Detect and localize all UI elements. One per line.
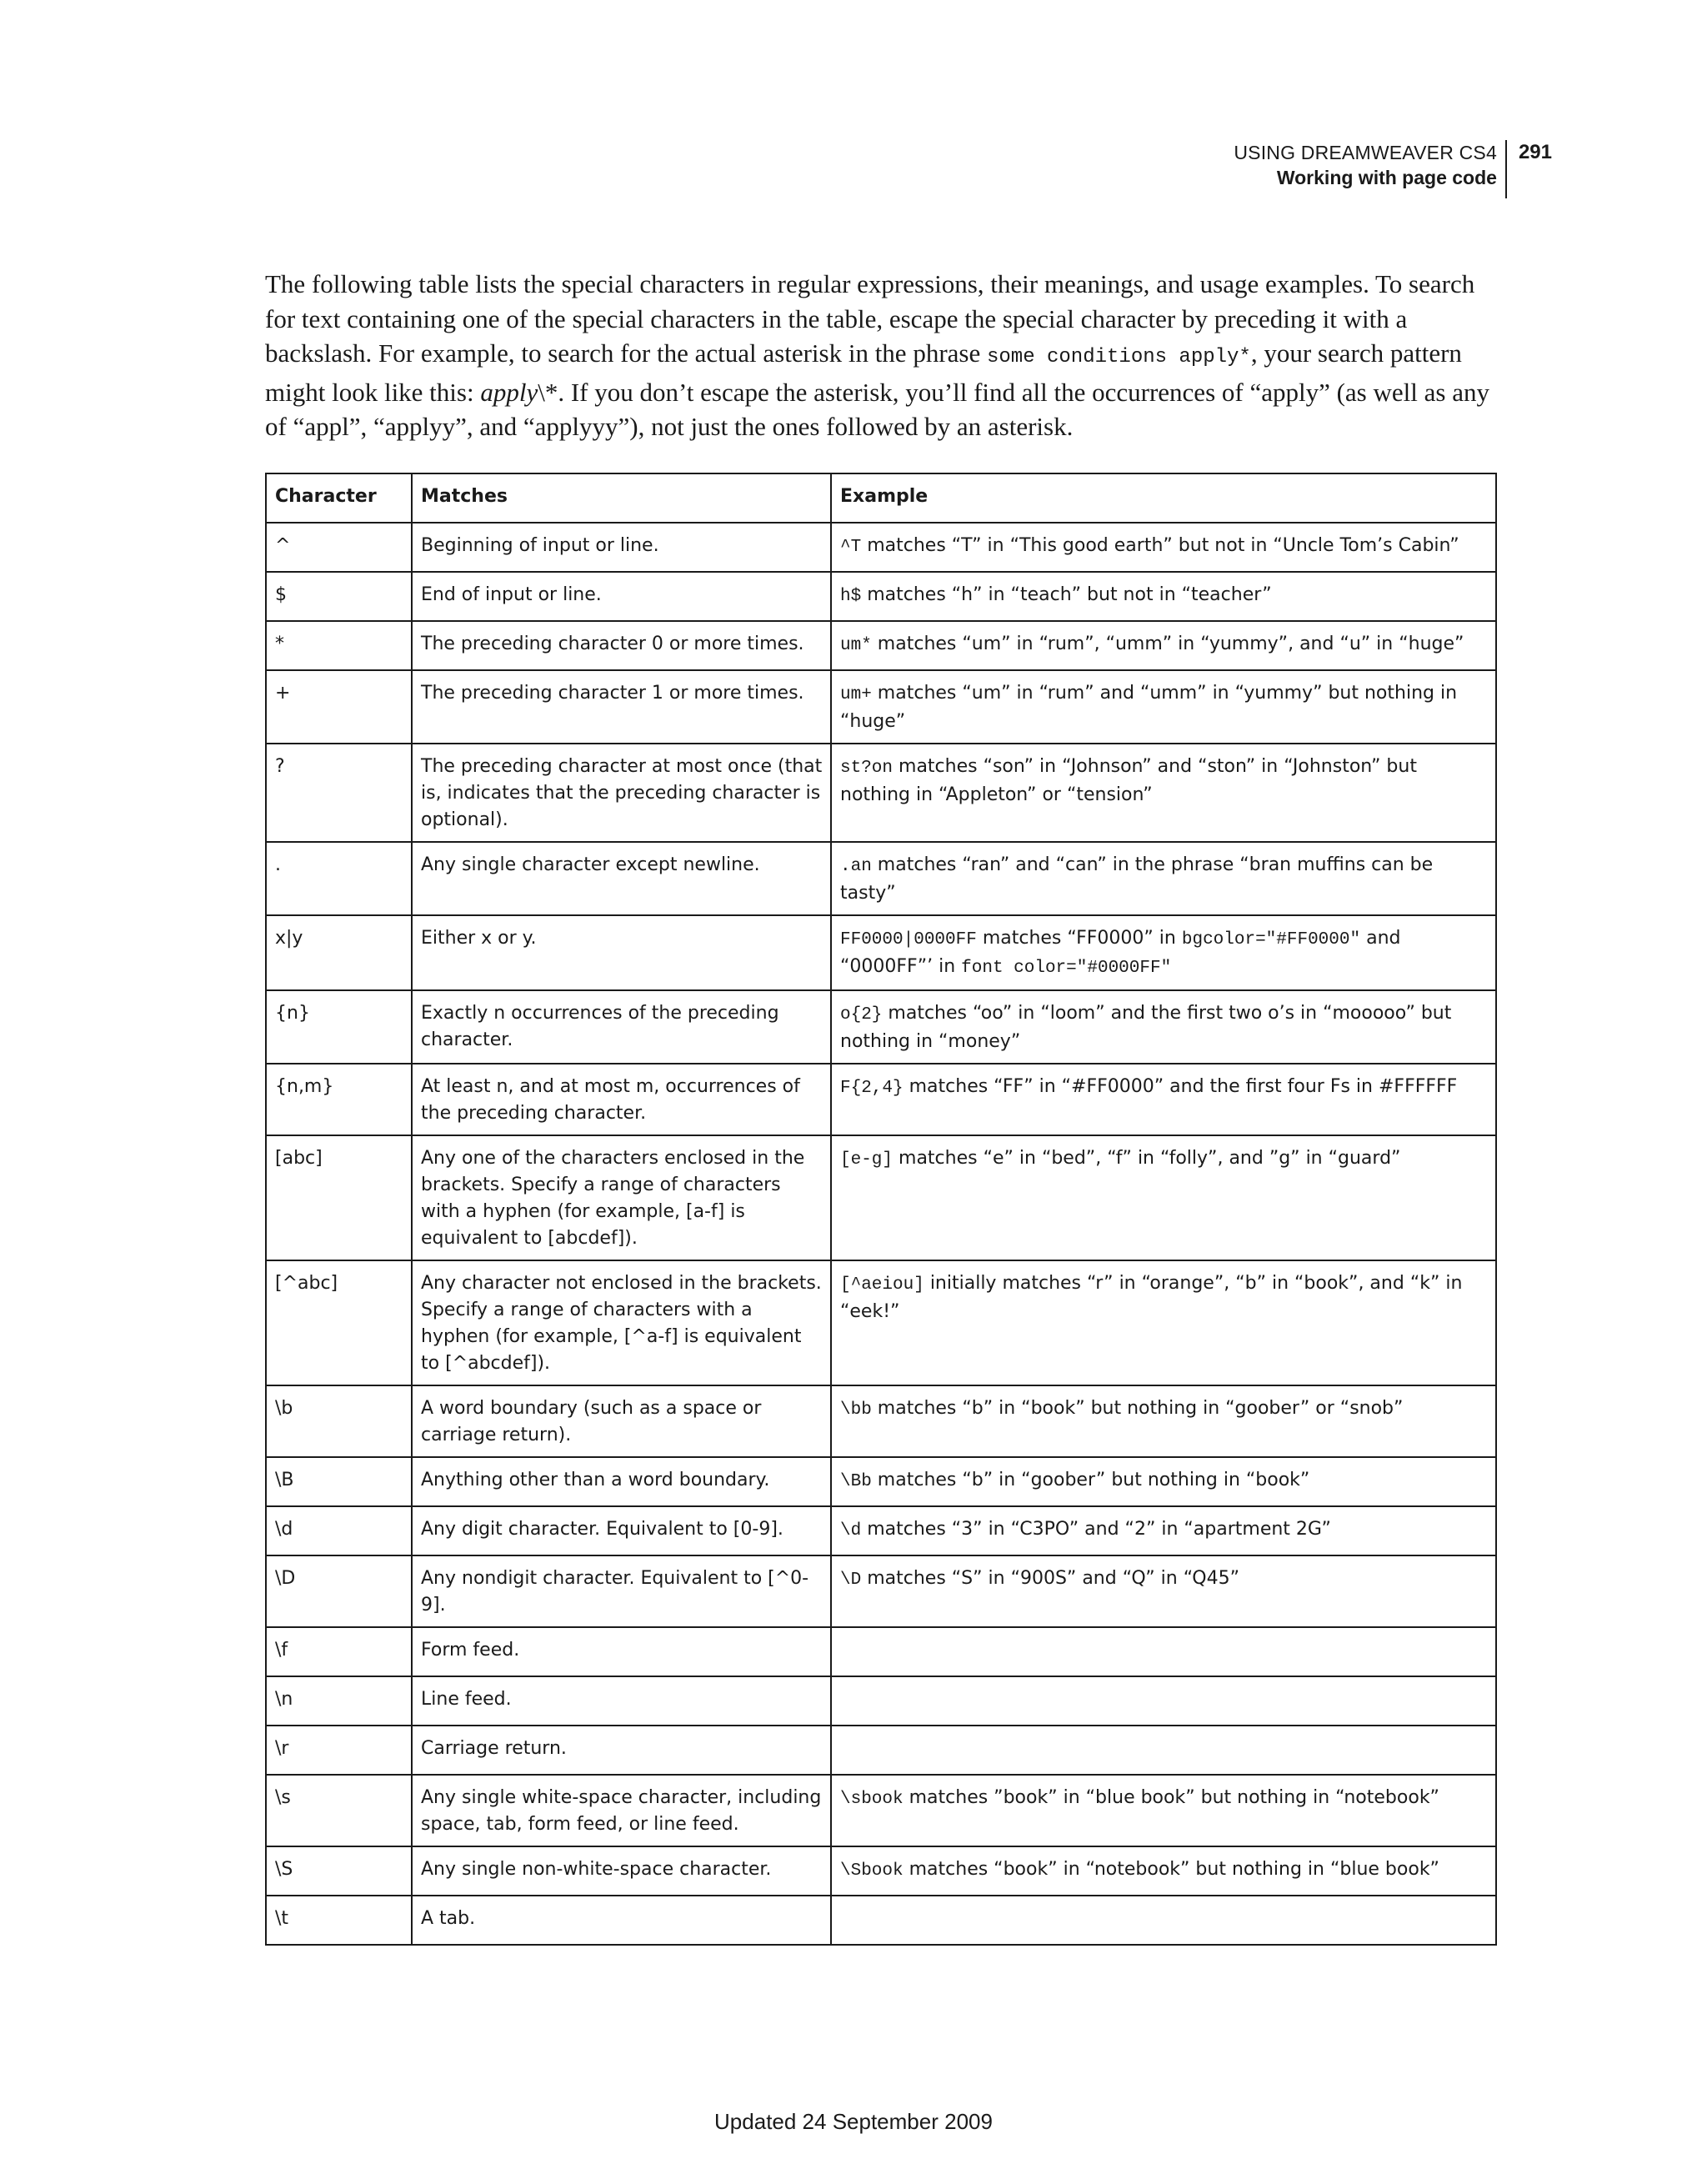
- matches-cell: Any one of the characters enclosed in the brackets. Specify a range of characters with a hyphen (for example, [a-f] is equivalent to [abcdef]).: [412, 1135, 831, 1260]
- example-code: st?on: [840, 759, 894, 778]
- matches-cell: Carriage return.: [412, 1726, 831, 1775]
- character-cell: \r: [266, 1726, 412, 1775]
- character-cell: x|y: [266, 915, 412, 990]
- example-cell: [831, 670, 1496, 744]
- matches-cell: Either x or y.: [412, 915, 831, 990]
- example-cell: [831, 1555, 1496, 1627]
- table-row: [266, 1135, 1496, 1260]
- example-text: matches “h” in “teach” but not in “teacher”: [861, 584, 1272, 605]
- example-cell: [831, 1064, 1496, 1135]
- example-text: matches “oo” in “loom” and the first two o’s in “mooooo” but nothing in “money”: [840, 1003, 1452, 1052]
- example-code: h$: [840, 587, 862, 606]
- intro-code-phrase: some conditions apply*: [986, 346, 1251, 368]
- example-cell: [831, 842, 1496, 915]
- example-code: .an: [840, 857, 872, 876]
- table-row: [266, 842, 1496, 915]
- column-header-character: Character: [266, 473, 412, 523]
- matches-cell: The preceding character 1 or more times.: [412, 670, 831, 744]
- character-cell: \b: [266, 1385, 412, 1457]
- character-cell: .: [266, 842, 412, 915]
- example-text: matches “3” in “C3PO” and “2” in “apartment 2G”: [861, 1519, 1331, 1540]
- example-code: \sbook: [840, 1790, 904, 1809]
- example-cell: [831, 1506, 1496, 1555]
- example-code: um+: [840, 685, 872, 704]
- example-code: \d: [840, 1521, 862, 1540]
- table-row: [266, 1627, 1496, 1676]
- example-text: matches “b” in “goober” but nothing in “book”: [871, 1470, 1310, 1490]
- table-row: [266, 1846, 1496, 1896]
- matches-cell: Line feed.: [412, 1676, 831, 1726]
- intro-pattern-rest: \*: [538, 377, 558, 407]
- example-cell: [831, 990, 1496, 1064]
- character-cell: \d: [266, 1506, 412, 1555]
- table-row: [266, 990, 1496, 1064]
- table-row: [266, 1676, 1496, 1726]
- example-cell: [831, 1726, 1496, 1775]
- example-code: \D: [840, 1570, 862, 1590]
- example-cell: [831, 621, 1496, 670]
- example-code: F{2,4}: [840, 1079, 904, 1098]
- running-header: [1234, 140, 1552, 198]
- example-cell: [831, 1896, 1496, 1945]
- example-cell: [831, 1385, 1496, 1457]
- character-cell: \B: [266, 1457, 412, 1506]
- table-row: [266, 1457, 1496, 1506]
- example-cell: [831, 1457, 1496, 1506]
- intro-pattern-italic: apply: [480, 377, 538, 407]
- character-cell: *: [266, 621, 412, 670]
- table-row: [266, 1064, 1496, 1135]
- example-cell: [831, 1676, 1496, 1726]
- example-text: initially matches “r” in “orange”, “b” in “book”, and “k” in “eek!”: [840, 1273, 1463, 1322]
- example-cell: [831, 915, 1496, 990]
- example-code: \bb: [840, 1400, 872, 1420]
- example-code: font color="#0000FF": [961, 959, 1172, 978]
- example-code: FF0000|0000FF: [840, 930, 977, 949]
- running-header-text: [1234, 140, 1507, 198]
- example-cell: [831, 1627, 1496, 1676]
- page-number: 291: [1518, 141, 1552, 163]
- character-cell: \n: [266, 1676, 412, 1726]
- example-text: matches “b” in “book” but nothing in “goober” or “snob”: [871, 1398, 1404, 1419]
- character-cell: ?: [266, 744, 412, 842]
- example-cell: [831, 1260, 1496, 1385]
- example-cell: [831, 1135, 1496, 1260]
- table-row: [266, 744, 1496, 842]
- intro-paragraph: [265, 267, 1499, 444]
- matches-cell: Any single non-white-space character.: [412, 1846, 831, 1896]
- table-row: [266, 1896, 1496, 1945]
- intro-text-2: , your search pattern might look like this:: [265, 338, 1462, 407]
- example-text: matches “S” in “900S” and “Q” in “Q45”: [861, 1568, 1240, 1589]
- example-cell: [831, 572, 1496, 621]
- example-code: ^T: [840, 538, 862, 557]
- intro-text-3: . If you don’t escape the asterisk, you’ll find all the occurrences of “apply” (as well as any of “appl”, “applyy”, and “applyyy”), not just the ones followed by an asterisk.: [265, 377, 1489, 441]
- table-row: [266, 1726, 1496, 1775]
- character-cell: \S: [266, 1846, 412, 1896]
- matches-cell: Any character not enclosed in the brackets. Specify a range of characters with a hyphen (for example, [^a-f] is equivalent to [^abcdef]).: [412, 1260, 831, 1385]
- example-text: matches “um” in “rum”, “umm” in “yummy”, and “u” in “huge”: [871, 634, 1464, 654]
- character-cell: [^abc]: [266, 1260, 412, 1385]
- matches-cell: A word boundary (such as a space or carriage return).: [412, 1385, 831, 1457]
- intro-text-1: The following table lists the special characters in regular expressions, their meanings, and usage examples. To search for text containing one of the special characters in the table, escape the special character by preceding it with a backslash. For example, to search for the actual asterisk in the phrase: [265, 269, 1475, 368]
- character-cell: [abc]: [266, 1135, 412, 1260]
- example-code: \Sbook: [840, 1861, 904, 1881]
- example-text: matches “FF” in “#FF0000” and the first four Fs in #FFFFFF: [903, 1076, 1458, 1097]
- character-cell: $: [266, 572, 412, 621]
- example-cell: [831, 523, 1496, 572]
- character-cell: \s: [266, 1775, 412, 1846]
- matches-cell: Anything other than a word boundary.: [412, 1457, 831, 1506]
- example-code: um*: [840, 636, 872, 655]
- table-row: [266, 1775, 1496, 1846]
- example-code: bgcolor="#FF0000": [1181, 930, 1361, 949]
- matches-cell: Any single character except newline.: [412, 842, 831, 915]
- example-code: [e-g]: [840, 1150, 894, 1170]
- table-row: [266, 523, 1496, 572]
- matches-cell: The preceding character at most once (that is, indicates that the preceding character is optional).: [412, 744, 831, 842]
- character-cell: {n}: [266, 990, 412, 1064]
- example-text: matches “ran” and “can” in the phrase “bran muffins can be tasty”: [840, 854, 1434, 904]
- character-cell: \t: [266, 1896, 412, 1945]
- example-text: matches “book” in “notebook” but nothing in “blue book”: [903, 1859, 1439, 1880]
- matches-cell: At least n, and at most m, occurrences of the preceding character.: [412, 1064, 831, 1135]
- footer-updated-date: Updated 24 September 2009: [714, 2109, 993, 2134]
- character-cell: {n,m}: [266, 1064, 412, 1135]
- example-text: matches ”book” in “blue book” but nothing in “notebook”: [903, 1787, 1439, 1808]
- character-cell: ^: [266, 523, 412, 572]
- example-text: matches “um” in “rum” and “umm” in “yummy” but nothing in “huge”: [840, 683, 1458, 732]
- example-text: matches “son” in “Johnson” and “ston” in “Johnston” but nothing in “Appleton” or “tension”: [840, 756, 1417, 805]
- column-header-matches: Matches: [412, 473, 831, 523]
- example-cell: [831, 744, 1496, 842]
- example-code: o{2}: [840, 1005, 883, 1024]
- table-row: [266, 1555, 1496, 1627]
- table-row: [266, 670, 1496, 744]
- example-text: matches “FF0000” in: [976, 928, 1182, 949]
- table-row: [266, 1506, 1496, 1555]
- example-text: matches “e” in “bed”, “f” in “folly”, and ”g” in “guard”: [893, 1148, 1401, 1169]
- example-text: matches “T” in “This good earth” but not in “Uncle Tom’s Cabin”: [861, 535, 1459, 556]
- example-cell: [831, 1846, 1496, 1896]
- character-cell: \D: [266, 1555, 412, 1627]
- matches-cell: End of input or line.: [412, 572, 831, 621]
- table-row: [266, 572, 1496, 621]
- matches-cell: A tab.: [412, 1896, 831, 1945]
- table-header-row: [266, 473, 1496, 523]
- table-body: [266, 523, 1496, 1945]
- example-code: \Bb: [840, 1472, 872, 1491]
- matches-cell: Any nondigit character. Equivalent to [^0-9].: [412, 1555, 831, 1627]
- table-row: [266, 1260, 1496, 1385]
- regex-special-characters-table: [265, 473, 1497, 1946]
- matches-cell: Exactly n occurrences of the preceding character.: [412, 990, 831, 1064]
- column-header-example: Example: [831, 473, 1496, 523]
- matches-cell: Any single white-space character, including space, tab, form feed, or line feed.: [412, 1775, 831, 1846]
- matches-cell: The preceding character 0 or more times.: [412, 621, 831, 670]
- matches-cell: Beginning of input or line.: [412, 523, 831, 572]
- chapter-title: Working with page code: [1276, 167, 1497, 188]
- character-cell: +: [266, 670, 412, 744]
- table-row: [266, 621, 1496, 670]
- example-cell: [831, 1775, 1496, 1846]
- matches-cell: Form feed.: [412, 1627, 831, 1676]
- matches-cell: Any digit character. Equivalent to [0-9].: [412, 1506, 831, 1555]
- example-code: [^aeiou]: [840, 1275, 924, 1295]
- example-text: and “0000FF”’ in: [840, 928, 1401, 977]
- table-row: [266, 1385, 1496, 1457]
- table-row: [266, 915, 1496, 990]
- character-cell: \f: [266, 1627, 412, 1676]
- book-title: USING DREAMWEAVER CS4: [1234, 142, 1497, 163]
